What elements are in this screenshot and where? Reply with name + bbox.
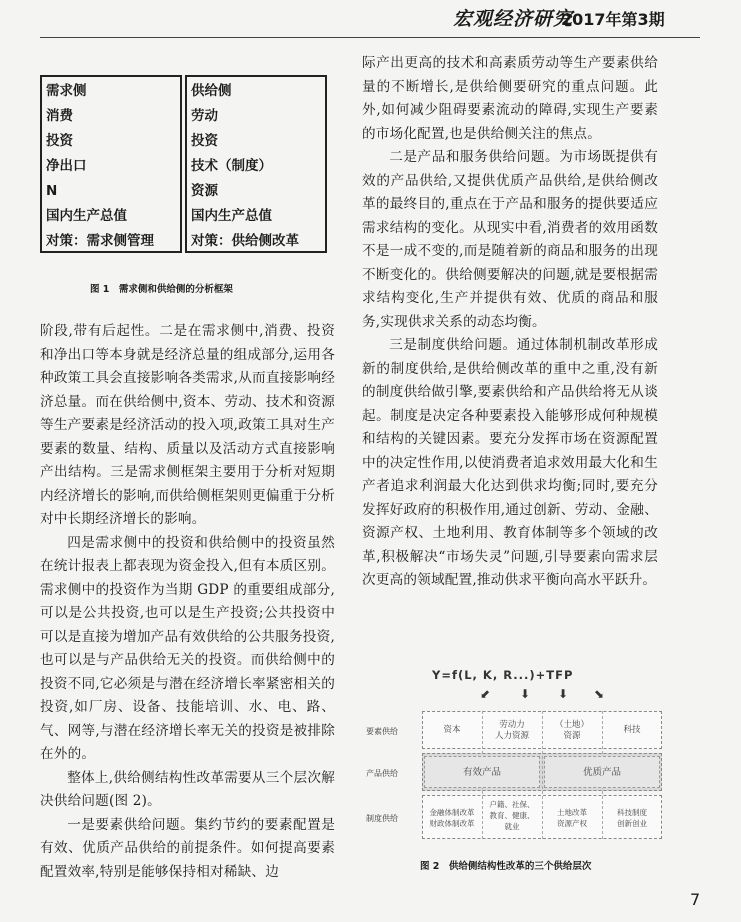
paragraph: 一是要素供给问题。集约节约的要素配置是有效、优质产品供给的前提条件。如何提高要素配置效率,特别是能够保持相对稀缺、边 xyxy=(40,816,335,880)
left-column xyxy=(40,320,335,884)
demand-policy: 对策：需求侧管理 xyxy=(46,233,154,249)
arrow-down-icon: ⬇ xyxy=(520,687,531,701)
issue-label: 2017年第3期 xyxy=(561,10,665,29)
institution-cell: 土地改革 资源产权 xyxy=(557,808,587,828)
figure-2-caption: 图 2 供给侧结构性改革的三个供给层次 xyxy=(420,861,592,872)
factor-cell: 资本 xyxy=(443,725,461,735)
supply-side-box xyxy=(185,75,327,253)
supply-item: 劳动 xyxy=(191,108,218,124)
institution-cell: 金融体制改革 财政体制改革 xyxy=(429,808,475,828)
demand-item: 消费 xyxy=(46,108,73,124)
supply-item: 技术（制度） xyxy=(191,158,272,174)
factor-cell: 劳动力 人力资源 xyxy=(494,720,529,741)
product-cell: 有效产品 xyxy=(462,767,501,778)
demand-side-box xyxy=(40,75,182,253)
row-label: 要素供给 xyxy=(366,727,398,736)
arrow-down-icon: ⬇ xyxy=(558,687,569,701)
paragraph: 整体上,供给侧结构性改革需要从三个层次解决供给问题(图 2)。 xyxy=(40,769,335,809)
figure-1 xyxy=(40,75,327,255)
production-function: Y=f(L, K, R...)+TFP xyxy=(432,668,574,682)
factor-cell: 科技 xyxy=(623,725,641,735)
supply-item: 国内生产总值 xyxy=(191,208,272,224)
supply-title: 供给侧 xyxy=(191,83,232,99)
arrow-down-icon: ⬋ xyxy=(480,687,491,701)
paragraph: 三是制度供给问题。通过体制机制改革形成新的制度供给,是供给侧改革的重中之重,没有新的制度供给做引擎,要素供给和产品供给将无从谈起。制度是决定各种要素投入能够形成何种规模和结构的关键因素。要充分发挥市场在资源配置中的决定性作用,以使消费者追求效用最大化和生产者追求利润最大化达到供求均衡;同时,要充分发挥好政府的积极作用,通过创新、劳动、金融、资源产权、土地利用、教育体制等多个领域的改革,积极解决“市场失灵”问题,引导要素向需求层次更高的领域配置,推动供求平衡向高水平跃升。 xyxy=(362,337,658,588)
paragraph: 际产出更高的技术和高素质劳动等生产要素供给量的不断增长,是供给侧要研究的重点问题。此外,如何减少阻碍要素流动的障碍,实现生产要素的市场化配置,也是供给侧关注的焦点。 xyxy=(362,55,658,142)
row-label: 制度供给 xyxy=(366,814,398,823)
demand-item: N xyxy=(46,183,58,199)
figure-1-caption: 图 1 需求侧和供给侧的分析框架 xyxy=(90,284,233,295)
right-column xyxy=(362,52,658,593)
supply-item: 资源 xyxy=(191,183,218,199)
paragraph: 二是产品和服务供给问题。为市场既提供有效的产品供给,又提供优质产品供给,是供给侧改革的最终目的,重点在于产品和服务的提供要适应需求结构的变化。从现实中看,消费者的效用函数不是一成不变的,而是随着新的商品和服务的出现不断变化的。供给侧要解决的问题,就是要根据需求结构变化,生产并提供有效、优质的商品和服务,实现供求关系的动态均衡。 xyxy=(362,149,658,330)
page-number: 7 xyxy=(690,890,701,909)
paragraph: 四是需求侧中的投资和供给侧中的投资虽然在统计报表上都表现为资金投入,但有本质区别。需求侧中的投资作为当期 GDP 的重要组成部分,可以是公共投资,也可以是生产投资;公共投资中可以是直接为增加产品有效供给的公共服务投资,也可以是与产品供给无关的投资。而供给侧中的投资不同,它必须是与潜在经济增长率紧密相关的投资,如厂房、设备、技能培训、水、电、路、气、网等,与潜在经济增长率无关的投资是被排除在外的。 xyxy=(40,534,335,762)
demand-title: 需求侧 xyxy=(46,83,87,99)
demand-item: 国内生产总值 xyxy=(46,208,127,224)
demand-item: 净出口 xyxy=(46,158,87,174)
institution-cell: 科技制度 创新创业 xyxy=(617,808,647,828)
figure-2 xyxy=(362,668,662,838)
institution-cell: 户籍、社保、 教育、健康、 就业 xyxy=(489,800,535,831)
paragraph: 阶段,带有后起性。二是在需求侧中,消费、投资和净出口等本身就是经济总量的组成部分,运用各种政策工具会直接影响各类需求,从而直接影响经济总量。而在供给侧中,资本、劳动、技术和资源等生产要素是经济活动的投入项,政策工具对生产要素的数量、结构、质量以及活动方式直接影响产出结构。三是需求侧框架主要用于分析对短期内经济增长的影响,而供给侧框架则更偏重于分析对中长期经济增长的影响。 xyxy=(40,323,335,527)
header-rule xyxy=(40,37,700,38)
row-label: 产品供给 xyxy=(366,769,398,778)
arrow-down-icon: ⬊ xyxy=(594,687,605,701)
column-divider xyxy=(542,711,543,839)
supply-item: 投资 xyxy=(191,133,218,149)
demand-item: 投资 xyxy=(46,133,73,149)
product-cell: 优质产品 xyxy=(582,767,621,778)
journal-title: 宏观经济研究 xyxy=(453,8,574,30)
supply-policy: 对策：供给侧改革 xyxy=(191,233,299,249)
factor-cell: （土地） 资源 xyxy=(554,720,589,741)
